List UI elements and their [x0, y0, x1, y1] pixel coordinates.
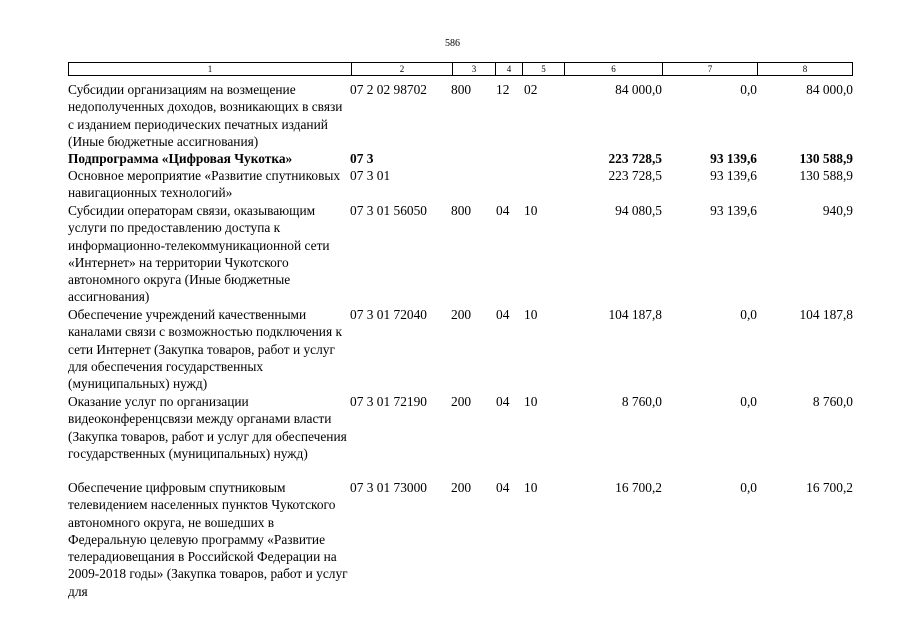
row-value-2: 93 139,6 — [710, 151, 757, 166]
row-pr: 10 — [524, 203, 538, 218]
row-value-3: 940,9 — [822, 203, 853, 218]
page-number: 586 — [445, 38, 460, 49]
header-col-3: 3 — [453, 63, 496, 75]
header-col-5: 5 — [523, 63, 565, 75]
row-value-3: 104 187,8 — [799, 307, 853, 322]
row-value-3: 130 588,9 — [799, 151, 853, 166]
row-name: Субсидии операторам связи, оказывающим услуги по предоставлению доступа к информационно-телекоммуникационной сети «Интернет» на территории Чукотского автономного округа (Иные бюджетные ассигнования) — [68, 203, 330, 305]
header-col-1: 1 — [69, 63, 352, 75]
row-value-2: 0,0 — [740, 480, 757, 495]
row-value-3: 8 760,0 — [812, 394, 853, 409]
row-vr: 200 — [451, 394, 472, 409]
header-col-8: 8 — [802, 64, 808, 74]
row-value-3: 84 000,0 — [806, 82, 853, 97]
row-value-2: 93 139,6 — [710, 203, 757, 218]
row-vr: 200 — [451, 307, 472, 322]
row-value-2: 0,0 — [740, 82, 757, 97]
row-value-1: 16 700,2 — [615, 480, 662, 495]
row-code: 07 3 01 — [350, 168, 391, 183]
row-value-1: 104 187,8 — [608, 307, 662, 322]
row-value-2: 93 139,6 — [710, 168, 757, 183]
row-value-2: 0,0 — [740, 307, 757, 322]
row-name: Основное мероприятие «Развитие спутниковых навигационных технологий» — [68, 168, 341, 201]
row-pr: 02 — [524, 82, 538, 97]
row-rz: 04 — [496, 203, 510, 218]
row-code: 07 3 — [350, 151, 374, 166]
row-pr: 10 — [524, 307, 538, 322]
header-col-6: 6 — [565, 63, 663, 75]
row-value-3: 16 700,2 — [806, 480, 853, 495]
row-code: 07 2 02 98702 — [350, 82, 427, 97]
row-value-1: 84 000,0 — [615, 82, 662, 97]
row-code: 07 3 01 73000 — [350, 480, 427, 495]
table-row — [0, 479, 905, 603]
row-vr: 200 — [451, 480, 472, 495]
row-rz: 12 — [496, 82, 510, 97]
header-col-2: 2 — [352, 63, 453, 75]
row-rz: 04 — [496, 307, 510, 322]
row-rz: 04 — [496, 394, 510, 409]
row-vr: 800 — [451, 82, 472, 97]
row-value-1: 223 728,5 — [608, 151, 662, 166]
row-value-2: 0,0 — [740, 394, 757, 409]
row-code: 07 3 01 72040 — [350, 307, 427, 322]
row-value-1: 94 080,5 — [615, 203, 662, 218]
row-code: 07 3 01 72190 — [350, 394, 427, 409]
header-col-4: 4 — [496, 63, 523, 75]
row-pr: 10 — [524, 480, 538, 495]
row-code: 07 3 01 56050 — [350, 203, 427, 218]
row-rz: 04 — [496, 480, 510, 495]
row-name: Субсидии организациям на возмещение недополученных доходов, возникающих в связи с изданием периодических печатных изданий (Иные бюджетные ассигнования) — [68, 82, 343, 149]
row-name: Обеспечение цифровым спутниковым телевидением населенных пунктов Чукотского автономного округа, не вошедших в Федеральную целевую программу «Развитие телерадиовещания в Российской Федерации на 2009-2018 годы» (Закупка товаров, работ и услуг для — [68, 480, 348, 599]
row-name: Оказание услуг по организации видеоконференцсвязи между органами власти (Закупка товаров, работ и услуг для обеспечения государственных (муниципальных) нужд) — [68, 394, 347, 461]
row-value-1: 223 728,5 — [608, 168, 662, 183]
table-header — [68, 62, 853, 76]
row-vr: 800 — [451, 203, 472, 218]
row-pr: 10 — [524, 394, 538, 409]
row-name: Подпрограмма «Цифровая Чукотка» — [68, 151, 293, 166]
row-value-3: 130 588,9 — [799, 168, 853, 183]
header-col-7: 7 — [663, 63, 758, 75]
row-name: Обеспечение учреждений качественными каналами связи с возможностью подключения к сети Интернет (Закупка товаров, работ и услуг для обеспечения государственных (муниципальных) нужд) — [68, 307, 342, 392]
row-value-1: 8 760,0 — [621, 394, 662, 409]
